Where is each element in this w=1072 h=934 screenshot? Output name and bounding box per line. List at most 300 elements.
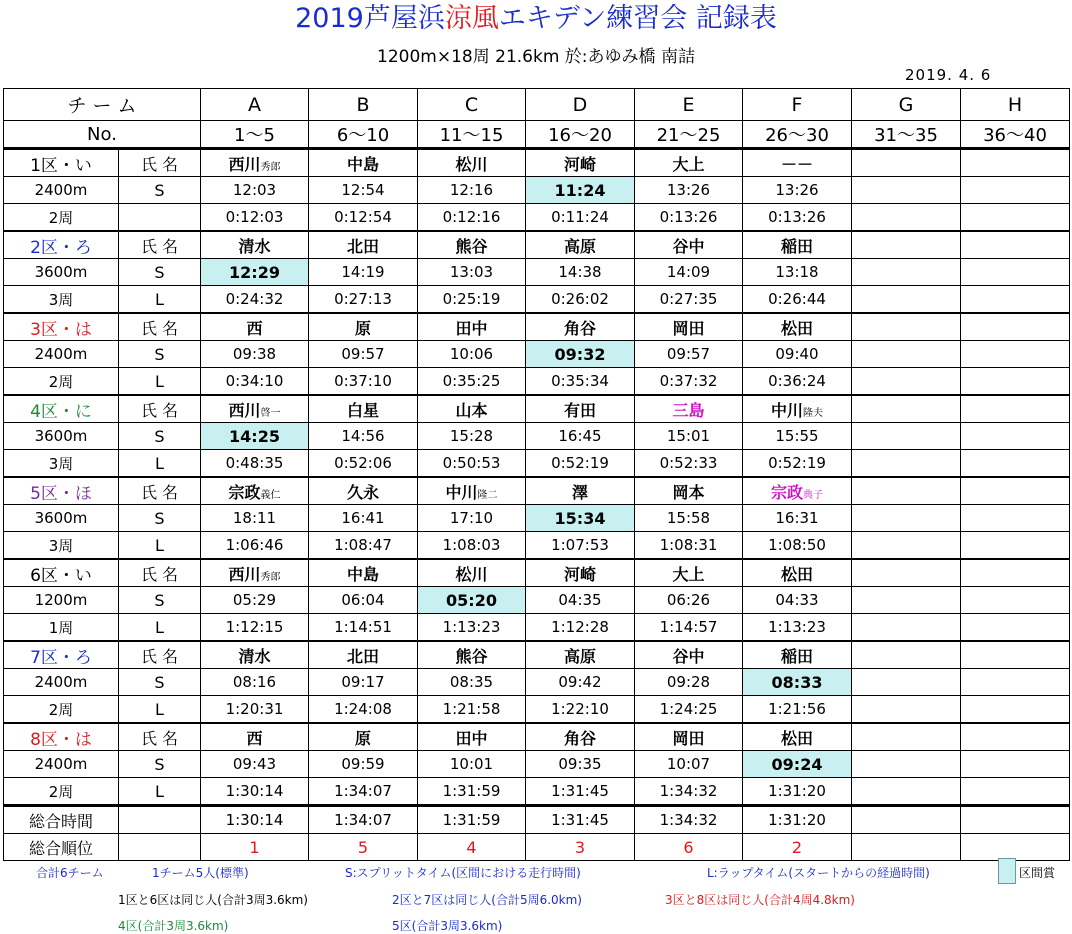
empty-cell [852, 341, 961, 368]
total-time: 1:34:32 [635, 806, 743, 834]
runner-name-text: 中川 [770, 400, 803, 420]
runner-name [635, 231, 743, 259]
section-laps: 3周 [4, 450, 119, 478]
total-rank: 2 [743, 834, 852, 861]
lap-time: 0:37:10 [309, 368, 418, 396]
runner-name-text: 松川 [455, 154, 488, 174]
empty-cell [852, 313, 961, 341]
runner-name [418, 149, 526, 177]
runner-name-text: 岡田 [672, 318, 705, 338]
legend-members: 1チーム5人(標準) [152, 866, 249, 880]
record-table [3, 88, 1070, 861]
section-2-name-row [4, 231, 1070, 259]
split-time-best: 09:24 [743, 751, 852, 778]
empty-cell [852, 395, 961, 423]
runner-name-text: 谷中 [672, 236, 705, 256]
empty-cell [961, 723, 1070, 751]
runner-name-text: 谷中 [672, 646, 705, 666]
runner-name [743, 559, 852, 587]
split-time: 16:45 [526, 423, 635, 450]
runner-name [309, 313, 418, 341]
split-time-best: 08:33 [743, 669, 852, 696]
section-laps: 2周 [4, 204, 119, 232]
lap-label [119, 204, 201, 232]
runner-name-text: 中島 [346, 154, 379, 174]
empty-cell [961, 286, 1070, 314]
legend-split: S:スプリットタイム(区間における走行時間) [345, 866, 581, 880]
runner-name [526, 559, 635, 587]
name-label: 氏 名 [119, 477, 201, 505]
section-laps: 2周 [4, 696, 119, 724]
runner-name [743, 477, 852, 505]
lap-time: 0:50:53 [418, 450, 526, 478]
split-time: 14:09 [635, 259, 743, 286]
number-range: 36〜40 [961, 121, 1070, 149]
section-5-name-row [4, 477, 1070, 505]
runner-name-text: 田中 [455, 728, 488, 748]
split-time: 09:28 [635, 669, 743, 696]
runner-name [635, 641, 743, 669]
section-distance: 3600m [4, 259, 119, 286]
runner-name [309, 641, 418, 669]
empty-cell [961, 149, 1070, 177]
legend-note-4: 4区(合計3周3.6km) [118, 919, 229, 933]
runner-name-text: 三島 [672, 400, 705, 420]
total-rank: 1 [201, 834, 309, 861]
split-time: 06:26 [635, 587, 743, 614]
runner-name [418, 313, 526, 341]
lap-label: L [119, 532, 201, 560]
runner-name-text: 大上 [672, 564, 705, 584]
name-label: 氏 名 [119, 641, 201, 669]
empty-cell [852, 259, 961, 286]
runner-name [309, 477, 418, 505]
section-laps: 2周 [4, 368, 119, 396]
section-laps: 3周 [4, 532, 119, 560]
legend-lap: L:ラップタイム(スタートからの経過時間) [707, 866, 930, 880]
lap-time: 1:07:53 [526, 532, 635, 560]
split-time: 12:54 [309, 177, 418, 204]
split-time: 09:57 [309, 341, 418, 368]
title-part-3: エキデン練習会 記録表 [498, 3, 777, 34]
runner-name [526, 231, 635, 259]
lap-time: 0:12:03 [201, 204, 309, 232]
split-label: S [119, 259, 201, 286]
lap-time: 0:25:19 [418, 286, 526, 314]
empty-cell [961, 204, 1070, 232]
empty-cell [961, 313, 1070, 341]
lap-time: 0:11:24 [526, 204, 635, 232]
runner-name-text: 松田 [780, 318, 813, 338]
total-time: 1:31:45 [526, 806, 635, 834]
runner-name [743, 723, 852, 751]
total-time-label: 総合時間 [4, 806, 119, 834]
team-header-A: A [201, 89, 309, 121]
record-date: 2019. 4. 6 [905, 66, 992, 84]
lap-time: 1:08:50 [743, 532, 852, 560]
section-2-lap-row [4, 286, 1070, 314]
runner-name [309, 149, 418, 177]
empty-cell [852, 723, 961, 751]
team-header-C: C [418, 89, 526, 121]
number-range: 16〜20 [526, 121, 635, 149]
lap-time: 1:30:14 [201, 778, 309, 806]
section-title: 6区・い [4, 559, 119, 587]
number-range: 11〜15 [418, 121, 526, 149]
runner-name-text: 宗政 [228, 482, 261, 502]
split-time: 13:26 [743, 177, 852, 204]
section-laps: 1周 [4, 614, 119, 642]
subtitle: 1200m×18周 21.6km 於:あゆみ橋 南詰 [377, 47, 695, 67]
split-time: 10:01 [418, 751, 526, 778]
section-distance: 2400m [4, 669, 119, 696]
runner-name-text: 中島 [346, 564, 379, 584]
runner-name [418, 641, 526, 669]
split-time: 16:41 [309, 505, 418, 532]
lap-time: 1:14:57 [635, 614, 743, 642]
section-6-lap-row [4, 614, 1070, 642]
split-label: S [119, 341, 201, 368]
lap-time: 0:35:25 [418, 368, 526, 396]
split-time: 15:58 [635, 505, 743, 532]
runner-name [201, 313, 309, 341]
total-time: 1:31:20 [743, 806, 852, 834]
lap-time: 1:34:07 [309, 778, 418, 806]
runner-name [526, 313, 635, 341]
lap-time: 0:36:24 [743, 368, 852, 396]
runner-name-suffix: 秀郎 [260, 571, 281, 583]
section-7-name-row [4, 641, 1070, 669]
lap-time: 1:08:03 [418, 532, 526, 560]
lap-label: L [119, 368, 201, 396]
section-8-name-row [4, 723, 1070, 751]
section-4-name-row [4, 395, 1070, 423]
section-7-split-row [4, 669, 1070, 696]
empty-cell [961, 259, 1070, 286]
lap-time: 1:08:31 [635, 532, 743, 560]
legend-note-1: 1区と6区は同じ人(合計3周3.6km) [118, 893, 308, 907]
total-time: 1:30:14 [201, 806, 309, 834]
legend-note-2: 2区と7区は同じ人(合計5周6.0km) [392, 893, 582, 907]
section-3-lap-row [4, 368, 1070, 396]
number-range: 21〜25 [635, 121, 743, 149]
lap-time: 0:13:26 [743, 204, 852, 232]
section-1-lap-row [4, 204, 1070, 232]
lap-label: L [119, 778, 201, 806]
empty-cell [961, 477, 1070, 505]
empty-cell [961, 505, 1070, 532]
lap-time: 1:20:31 [201, 696, 309, 724]
empty-cell [961, 696, 1070, 724]
split-time: 04:33 [743, 587, 852, 614]
total-time-row [4, 806, 1070, 834]
runner-name [526, 723, 635, 751]
empty-cell [961, 834, 1070, 861]
section-5-split-row [4, 505, 1070, 532]
lap-time: 0:52:19 [743, 450, 852, 478]
lap-time: 0:12:54 [309, 204, 418, 232]
total-rank-label: 総合順位 [4, 834, 119, 861]
split-time: 13:03 [418, 259, 526, 286]
section-distance: 2400m [4, 341, 119, 368]
runner-name-text: 西川 [228, 154, 261, 174]
empty-cell [852, 149, 961, 177]
split-time: 18:11 [201, 505, 309, 532]
section-3-name-row [4, 313, 1070, 341]
runner-name [635, 477, 743, 505]
runner-name-text: 田中 [455, 318, 488, 338]
lap-time: 0:12:16 [418, 204, 526, 232]
runner-name-text: 原 [354, 318, 371, 338]
runner-name-suffix: 隆夫 [803, 407, 823, 419]
lap-time: 1:24:25 [635, 696, 743, 724]
section-4-lap-row [4, 450, 1070, 478]
split-time: 04:35 [526, 587, 635, 614]
lap-time: 1:34:32 [635, 778, 743, 806]
runner-name [418, 723, 526, 751]
empty-cell [852, 286, 961, 314]
empty-cell [852, 806, 961, 834]
split-time: 13:18 [743, 259, 852, 286]
runner-name [526, 477, 635, 505]
empty-cell [961, 778, 1070, 806]
lap-time: 0:24:32 [201, 286, 309, 314]
runner-name-text: －－ [780, 154, 813, 174]
section-6-name-row [4, 559, 1070, 587]
split-time: 05:29 [201, 587, 309, 614]
runner-name-text: 清水 [238, 236, 271, 256]
runner-name-suffix: 啓一 [260, 407, 281, 419]
total-rank: 4 [418, 834, 526, 861]
split-time: 15:55 [743, 423, 852, 450]
split-label: S [119, 505, 201, 532]
runner-name-text: 角谷 [563, 318, 596, 338]
team-header-E: E [635, 89, 743, 121]
runner-name [418, 395, 526, 423]
team-label: チ ー ム [4, 89, 201, 121]
runner-name [201, 641, 309, 669]
empty-cell [852, 641, 961, 669]
split-time: 10:06 [418, 341, 526, 368]
number-range: 1〜5 [201, 121, 309, 149]
legend-teams: 合計6チーム [36, 866, 104, 880]
split-time-best: 09:32 [526, 341, 635, 368]
runner-name [635, 313, 743, 341]
split-time: 15:28 [418, 423, 526, 450]
empty-cell [119, 834, 201, 861]
total-rank: 5 [309, 834, 418, 861]
split-time: 09:38 [201, 341, 309, 368]
runner-name-text: 岡本 [672, 482, 705, 502]
lap-time: 0:27:13 [309, 286, 418, 314]
runner-name-text: 有田 [563, 400, 596, 420]
team-header-B: B [309, 89, 418, 121]
empty-cell [852, 751, 961, 778]
runner-name [526, 149, 635, 177]
runner-name-text: 河崎 [563, 564, 596, 584]
runner-name-text: 稲田 [780, 236, 813, 256]
lap-time: 1:21:56 [743, 696, 852, 724]
section-distance: 2400m [4, 751, 119, 778]
section-laps: 2周 [4, 778, 119, 806]
award-swatch [998, 858, 1016, 884]
name-label: 氏 名 [119, 231, 201, 259]
runner-name-text: 北田 [346, 646, 379, 666]
section-8-split-row [4, 751, 1070, 778]
empty-cell [961, 395, 1070, 423]
section-title: 2区・ろ [4, 231, 119, 259]
empty-cell [961, 341, 1070, 368]
split-time: 08:16 [201, 669, 309, 696]
runner-name [743, 395, 852, 423]
runner-name [635, 559, 743, 587]
legend-note-3: 3区と8区は同じ人(合計4周4.8km) [665, 893, 855, 907]
section-title: 3区・は [4, 313, 119, 341]
empty-cell [961, 559, 1070, 587]
runner-name [418, 559, 526, 587]
lap-time: 1:06:46 [201, 532, 309, 560]
runner-name [418, 231, 526, 259]
runner-name-text: 松川 [455, 564, 488, 584]
lap-time: 1:21:58 [418, 696, 526, 724]
team-header-row [4, 89, 1070, 121]
split-time: 08:35 [418, 669, 526, 696]
section-6-split-row [4, 587, 1070, 614]
runner-name [526, 395, 635, 423]
lap-time: 1:14:51 [309, 614, 418, 642]
runner-name [743, 641, 852, 669]
runner-name [635, 723, 743, 751]
total-time: 1:31:59 [418, 806, 526, 834]
lap-time: 1:22:10 [526, 696, 635, 724]
no-label: No. [4, 121, 201, 149]
split-time: 12:03 [201, 177, 309, 204]
runner-name [201, 477, 309, 505]
total-rank: 3 [526, 834, 635, 861]
split-time-best: 14:25 [201, 423, 309, 450]
empty-cell [852, 177, 961, 204]
split-time-best: 12:29 [201, 259, 309, 286]
title-part-2: 涼風 [444, 3, 499, 34]
lap-time: 0:35:34 [526, 368, 635, 396]
section-laps: 3周 [4, 286, 119, 314]
runner-name-text: 久永 [346, 482, 379, 502]
runner-name-text: 河崎 [563, 154, 596, 174]
split-label: S [119, 669, 201, 696]
runner-name [635, 395, 743, 423]
number-range: 26〜30 [743, 121, 852, 149]
empty-cell [852, 423, 961, 450]
empty-cell [852, 669, 961, 696]
split-time: 13:26 [635, 177, 743, 204]
runner-name [743, 149, 852, 177]
empty-cell [852, 778, 961, 806]
empty-cell [961, 806, 1070, 834]
runner-name [309, 231, 418, 259]
split-time: 14:38 [526, 259, 635, 286]
empty-cell [961, 751, 1070, 778]
runner-name [635, 149, 743, 177]
empty-cell [961, 423, 1070, 450]
empty-cell [961, 177, 1070, 204]
runner-name-suffix: 典子 [803, 489, 823, 501]
lap-time: 0:48:35 [201, 450, 309, 478]
runner-name-text: 稲田 [780, 646, 813, 666]
runner-name [309, 559, 418, 587]
runner-name-text: 西川 [228, 400, 261, 420]
runner-name [309, 723, 418, 751]
split-label: S [119, 423, 201, 450]
lap-label: L [119, 696, 201, 724]
split-time: 09:17 [309, 669, 418, 696]
runner-name-text: 熊谷 [455, 646, 488, 666]
runner-name-text: 岡田 [672, 728, 705, 748]
split-time: 09:40 [743, 341, 852, 368]
runner-name-text: 澤 [571, 482, 588, 502]
split-time-best: 05:20 [418, 587, 526, 614]
split-label: S [119, 587, 201, 614]
split-label: S [119, 177, 201, 204]
runner-name-suffix: 義仁 [260, 489, 281, 501]
section-4-split-row [4, 423, 1070, 450]
lap-time: 1:13:23 [418, 614, 526, 642]
split-time: 06:04 [309, 587, 418, 614]
empty-cell [961, 368, 1070, 396]
total-rank: 6 [635, 834, 743, 861]
runner-name-text: 西 [246, 318, 263, 338]
runner-name-text: 松田 [780, 728, 813, 748]
section-5-lap-row [4, 532, 1070, 560]
runner-name-suffix: 秀郎 [260, 161, 281, 173]
lap-time: 0:52:06 [309, 450, 418, 478]
section-distance: 3600m [4, 505, 119, 532]
lap-time: 1:31:59 [418, 778, 526, 806]
split-time: 09:57 [635, 341, 743, 368]
split-time: 09:35 [526, 751, 635, 778]
section-title: 1区・い [4, 149, 119, 177]
team-header-G: G [852, 89, 961, 121]
split-time: 12:16 [418, 177, 526, 204]
empty-cell [852, 505, 961, 532]
section-distance: 2400m [4, 177, 119, 204]
lap-time: 1:12:15 [201, 614, 309, 642]
section-distance: 1200m [4, 587, 119, 614]
number-header-row [4, 121, 1070, 149]
lap-time: 1:12:28 [526, 614, 635, 642]
team-header-H: H [961, 89, 1070, 121]
name-label: 氏 名 [119, 395, 201, 423]
section-3-split-row [4, 341, 1070, 368]
empty-cell [852, 587, 961, 614]
split-time: 14:19 [309, 259, 418, 286]
record-table-body [4, 89, 1070, 861]
runner-name-text: 宗政 [770, 482, 803, 502]
total-time: 1:34:07 [309, 806, 418, 834]
section-title: 4区・に [4, 395, 119, 423]
name-label: 氏 名 [119, 559, 201, 587]
empty-cell [961, 587, 1070, 614]
empty-cell [852, 696, 961, 724]
empty-cell [852, 559, 961, 587]
empty-cell [852, 368, 961, 396]
split-time: 09:42 [526, 669, 635, 696]
runner-name-text: 松田 [780, 564, 813, 584]
empty-cell [119, 806, 201, 834]
empty-cell [852, 450, 961, 478]
lap-label: L [119, 286, 201, 314]
lap-time: 1:31:20 [743, 778, 852, 806]
empty-cell [852, 532, 961, 560]
